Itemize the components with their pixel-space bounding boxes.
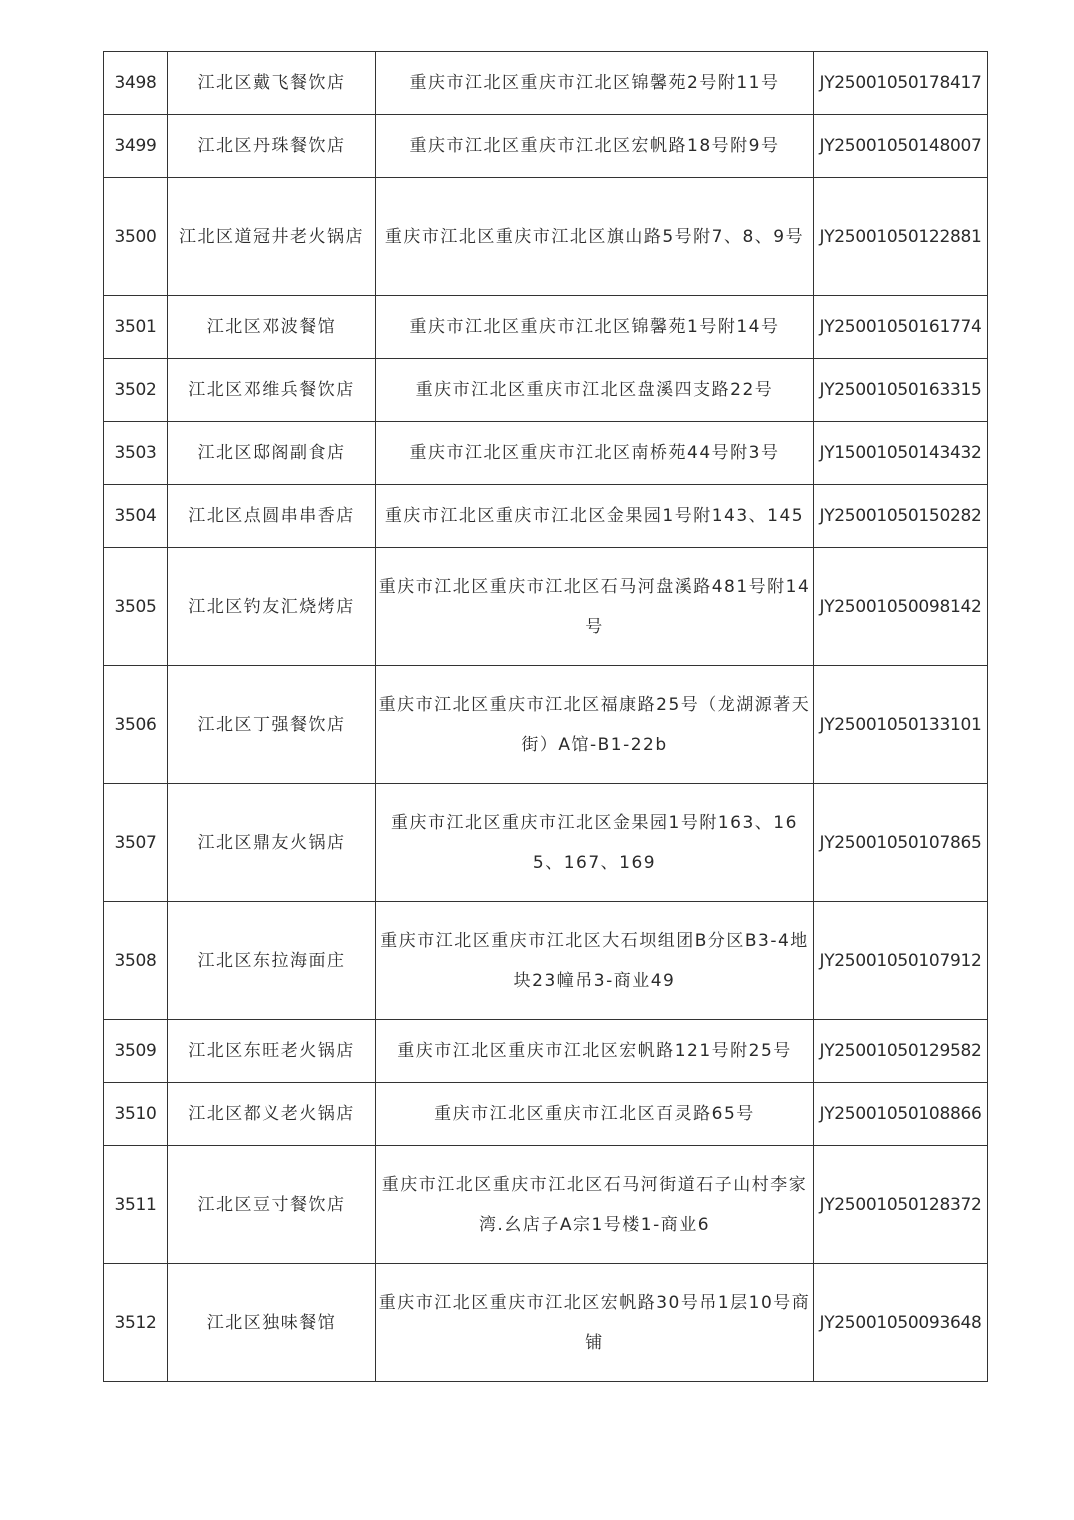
business-address: 重庆市江北区重庆市江北区金果园1号附143、145 — [376, 485, 814, 548]
business-license-table — [103, 51, 988, 1382]
business-address: 重庆市江北区重庆市江北区金果园1号附163、165、167、169 — [376, 784, 814, 902]
table-row — [104, 666, 988, 784]
business-address: 重庆市江北区重庆市江北区锦馨苑2号附11号 — [376, 52, 814, 115]
row-number: 3499 — [104, 115, 168, 178]
table-body — [104, 52, 988, 1382]
row-number: 3498 — [104, 52, 168, 115]
row-number: 3505 — [104, 548, 168, 666]
business-address: 重庆市江北区重庆市江北区大石坝组团B分区B3-4地块23幢吊3-商业49 — [376, 902, 814, 1020]
license-number: JY25001050129582 — [814, 1020, 988, 1083]
table-row — [104, 422, 988, 485]
license-number: JY25001050122881 — [814, 178, 988, 296]
business-name: 江北区戴飞餐饮店 — [168, 52, 376, 115]
license-number: JY25001050098142 — [814, 548, 988, 666]
business-address: 重庆市江北区重庆市江北区宏帆路121号附25号 — [376, 1020, 814, 1083]
table-row — [104, 359, 988, 422]
row-number: 3506 — [104, 666, 168, 784]
business-address: 重庆市江北区重庆市江北区锦馨苑1号附14号 — [376, 296, 814, 359]
table-row — [104, 485, 988, 548]
table-row — [104, 902, 988, 1020]
license-number: JY25001050128372 — [814, 1146, 988, 1264]
row-number: 3509 — [104, 1020, 168, 1083]
row-number: 3511 — [104, 1146, 168, 1264]
table-row — [104, 784, 988, 902]
row-number: 3503 — [104, 422, 168, 485]
license-number: JY25001050161774 — [814, 296, 988, 359]
license-number: JY25001050150282 — [814, 485, 988, 548]
business-name: 江北区钓友汇烧烤店 — [168, 548, 376, 666]
business-address: 重庆市江北区重庆市江北区南桥苑44号附3号 — [376, 422, 814, 485]
row-number: 3510 — [104, 1083, 168, 1146]
business-name: 江北区道冠井老火锅店 — [168, 178, 376, 296]
row-number: 3504 — [104, 485, 168, 548]
table-row — [104, 178, 988, 296]
business-address: 重庆市江北区重庆市江北区福康路25号（龙湖源著天街）A馆-B1-22b — [376, 666, 814, 784]
business-address: 重庆市江北区重庆市江北区石马河盘溪路481号附14号 — [376, 548, 814, 666]
table-row — [104, 548, 988, 666]
table-row — [104, 1264, 988, 1382]
business-address: 重庆市江北区重庆市江北区百灵路65号 — [376, 1083, 814, 1146]
license-number: JY25001050108866 — [814, 1083, 988, 1146]
row-number: 3508 — [104, 902, 168, 1020]
table-row — [104, 1020, 988, 1083]
business-name: 江北区丁强餐饮店 — [168, 666, 376, 784]
table-row — [104, 115, 988, 178]
row-number: 3501 — [104, 296, 168, 359]
business-name: 江北区丹珠餐饮店 — [168, 115, 376, 178]
license-number: JY25001050133101 — [814, 666, 988, 784]
row-number: 3502 — [104, 359, 168, 422]
business-name: 江北区东拉海面庄 — [168, 902, 376, 1020]
license-number: JY15001050143432 — [814, 422, 988, 485]
business-name: 江北区邓维兵餐饮店 — [168, 359, 376, 422]
business-address: 重庆市江北区重庆市江北区宏帆路18号附9号 — [376, 115, 814, 178]
table-row — [104, 296, 988, 359]
license-number: JY25001050107912 — [814, 902, 988, 1020]
business-address: 重庆市江北区重庆市江北区盘溪四支路22号 — [376, 359, 814, 422]
business-name: 江北区鼎友火锅店 — [168, 784, 376, 902]
license-number: JY25001050163315 — [814, 359, 988, 422]
license-number: JY25001050107865 — [814, 784, 988, 902]
row-number: 3507 — [104, 784, 168, 902]
business-name: 江北区独味餐馆 — [168, 1264, 376, 1382]
business-name: 江北区邓波餐馆 — [168, 296, 376, 359]
table-row — [104, 1083, 988, 1146]
table-row — [104, 1146, 988, 1264]
license-number: JY25001050148007 — [814, 115, 988, 178]
business-address: 重庆市江北区重庆市江北区石马河街道石子山村李家湾.幺店子A宗1号楼1-商业6 — [376, 1146, 814, 1264]
business-address: 重庆市江北区重庆市江北区旗山路5号附7、8、9号 — [376, 178, 814, 296]
business-name: 江北区都义老火锅店 — [168, 1083, 376, 1146]
license-number: JY25001050178417 — [814, 52, 988, 115]
business-name: 江北区豆寸餐饮店 — [168, 1146, 376, 1264]
business-name: 江北区东旺老火锅店 — [168, 1020, 376, 1083]
license-number: JY25001050093648 — [814, 1264, 988, 1382]
row-number: 3500 — [104, 178, 168, 296]
table-row — [104, 52, 988, 115]
business-address: 重庆市江北区重庆市江北区宏帆路30号吊1层10号商铺 — [376, 1264, 814, 1382]
business-name: 江北区点圆串串香店 — [168, 485, 376, 548]
business-name: 江北区邸阁副食店 — [168, 422, 376, 485]
row-number: 3512 — [104, 1264, 168, 1382]
